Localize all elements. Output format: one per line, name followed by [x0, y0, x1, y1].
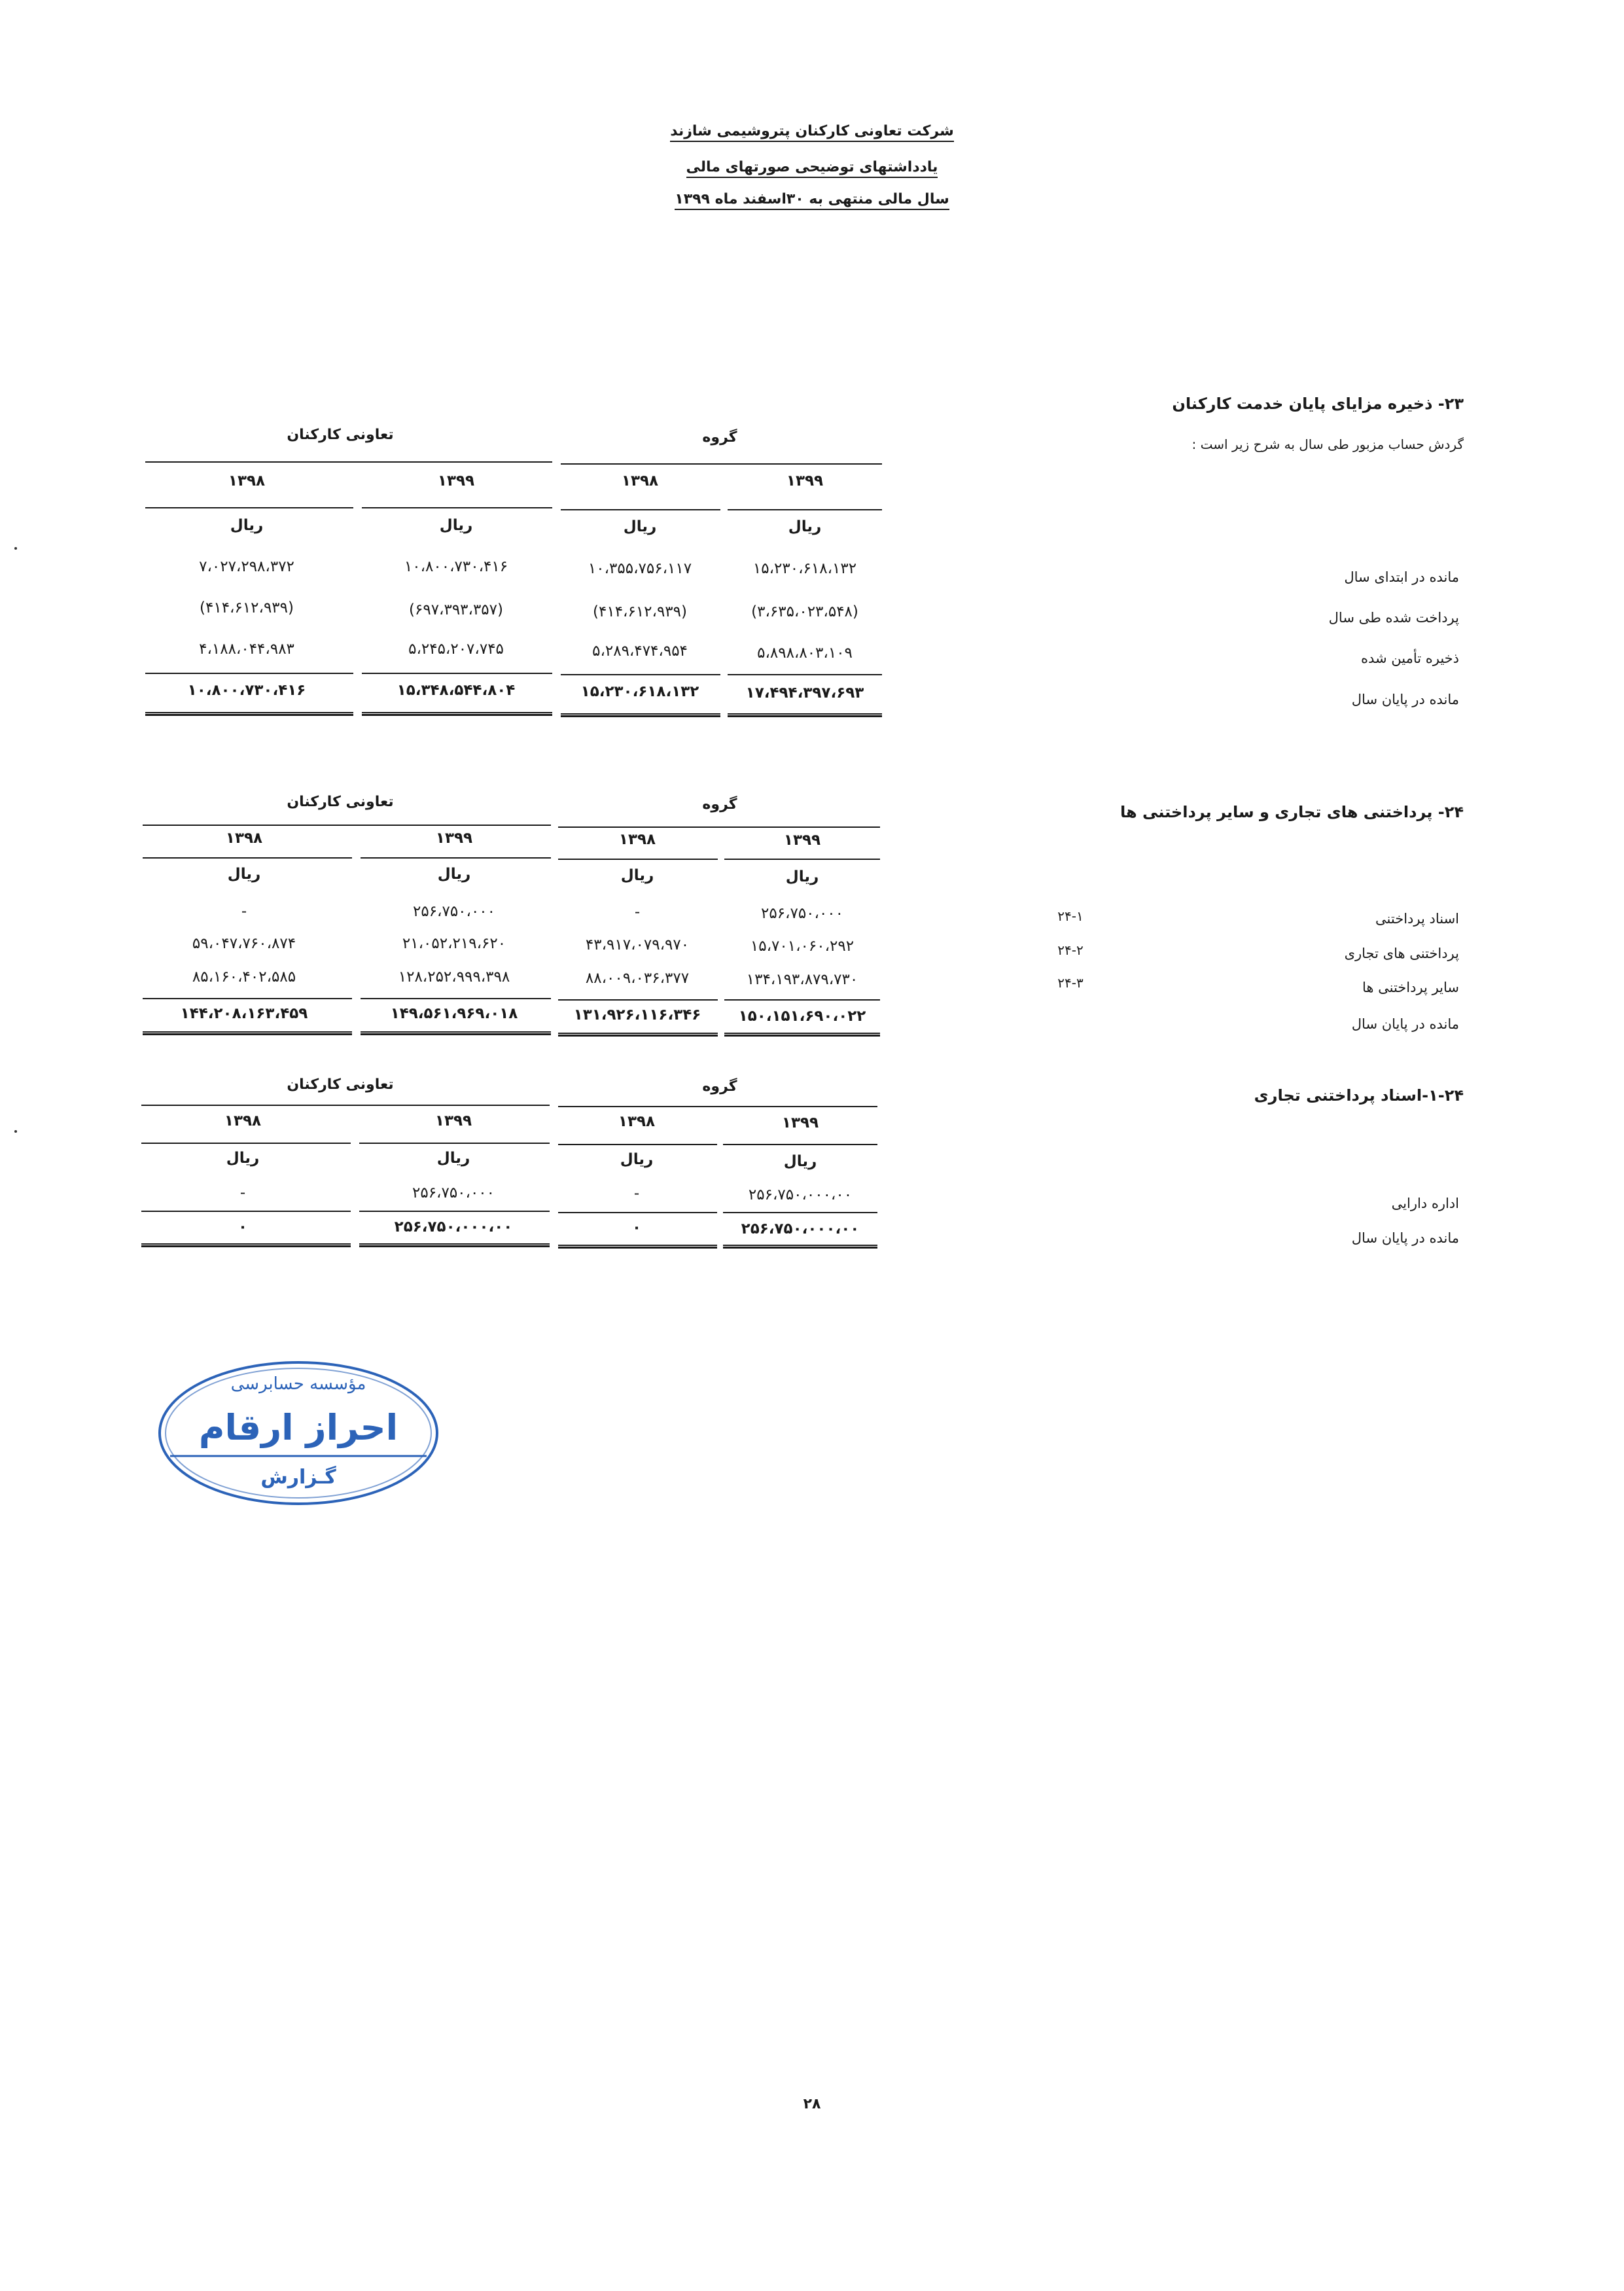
group-header-rule: [558, 826, 880, 828]
table-cell: ۱۵،۲۳۰،۶۱۸،۱۳۲: [752, 560, 857, 577]
subtotal-rule: [558, 1212, 717, 1213]
col-year: ۱۳۹۸: [228, 472, 266, 489]
col-rule: [145, 507, 353, 508]
col-year: ۱۳۹۹: [435, 830, 473, 847]
row-label: اسناد پرداختنی: [1375, 911, 1459, 927]
col-year: ۱۳۹۹: [783, 832, 821, 849]
section-24-title: ۲۴- پرداختنی های تجاری و سایر پرداختنی ها: [1120, 803, 1464, 821]
table-cell: ۴۳،۹۱۷،۰۷۹،۹۷۰: [585, 936, 690, 953]
table-cell: ۱۵،۷۰۱،۰۶۰،۲۹۲: [750, 938, 855, 955]
total-double-rule: [561, 713, 720, 717]
period-title: سال مالی منتهی به ۳۰اسفند ماه ۱۳۹۹: [616, 191, 1008, 207]
row-label: مانده در ابتدای سال: [1344, 569, 1459, 585]
row-label: مانده در پایان سال: [1351, 1230, 1459, 1246]
subtotal-rule: [724, 999, 880, 1001]
col-year: ۱۳۹۸: [618, 1113, 656, 1130]
total-double-rule: [359, 1243, 550, 1247]
group-header-rule: [558, 1106, 877, 1107]
section-24-1-title: ۱-۲۴-اسناد پرداختنی تجاری: [1254, 1086, 1464, 1105]
unit-label: ریال: [226, 1150, 260, 1167]
auditor-stamp: [154, 1358, 442, 1508]
table-cell: ۲۱،۰۵۲،۲۱۹،۶۲۰: [402, 935, 506, 952]
subtotal-rule: [361, 998, 551, 999]
coop-header: تعاونی کارکنان: [287, 794, 394, 810]
table-cell: (۴۱۴،۶۱۲،۹۳۹): [593, 603, 687, 620]
total-cell: ۱۴۴،۲۰۸،۱۶۳،۴۵۹: [180, 1005, 308, 1022]
col-year: ۱۳۹۹: [781, 1114, 819, 1131]
group-header: گروه: [702, 796, 737, 813]
unit-label: ریال: [620, 1151, 654, 1168]
row-label: مانده در پایان سال: [1351, 692, 1459, 707]
page-number: ۲۸: [803, 2096, 821, 2112]
section-23-subtitle: گردش حساب مزبور طی سال به شرح زیر است :: [1192, 436, 1464, 452]
table-cell: ۵،۲۴۵،۲۰۷،۷۴۵: [408, 641, 504, 658]
table-cell: ۲۵۶،۷۵۰،۰۰۰،۰۰: [748, 1186, 853, 1203]
row-label: مانده در پایان سال: [1351, 1016, 1459, 1032]
row-label: پرداختنی های تجاری: [1344, 946, 1459, 961]
total-double-rule: [728, 713, 882, 717]
unit-label: ریال: [785, 868, 819, 885]
note-ref: ۲۴-۱: [1057, 908, 1084, 924]
total-cell: ۲۵۶،۷۵۰،۰۰۰،۰۰: [394, 1218, 513, 1235]
total-cell: ۱۵،۳۴۸،۵۴۴،۸۰۴: [397, 682, 516, 699]
coop-header-rule: [145, 461, 552, 463]
total-cell: ۱۵۰،۱۵۱،۶۹۰،۰۲۲: [738, 1008, 866, 1025]
col-year: ۱۳۹۹: [434, 1112, 472, 1129]
col-rule: [723, 1144, 877, 1145]
total-double-rule: [723, 1245, 877, 1249]
col-rule: [362, 507, 552, 508]
subtotal-rule: [561, 674, 720, 675]
col-rule: [359, 1143, 550, 1144]
unit-label: ریال: [436, 1150, 470, 1167]
unit-label: ریال: [439, 517, 473, 534]
col-year: ۱۳۹۸: [621, 472, 659, 489]
col-rule: [143, 857, 352, 859]
subtotal-rule: [145, 673, 353, 674]
scan-mark: [14, 1130, 17, 1133]
total-double-rule: [558, 1033, 718, 1037]
subtotal-rule: [143, 998, 352, 999]
table-cell: (۴۱۴،۶۱۲،۹۳۹): [200, 599, 294, 616]
total-cell: ۱۴۹،۵۶۱،۹۶۹،۰۱۸: [390, 1005, 518, 1022]
unit-label: ریال: [437, 866, 471, 883]
col-year: ۱۳۹۹: [786, 472, 824, 489]
total-double-rule: [141, 1243, 351, 1247]
unit-label: ریال: [227, 866, 261, 883]
table-cell: ۸۸،۰۰۹،۰۳۶،۳۷۷: [585, 970, 690, 987]
table-cell: ۸۵،۱۶۰،۴۰۲،۵۸۵: [192, 968, 296, 986]
total-cell: ۲۵۶،۷۵۰،۰۰۰،۰۰: [741, 1220, 860, 1237]
unit-label: ریال: [230, 517, 264, 534]
total-double-rule: [361, 1031, 551, 1035]
total-cell: ۱۵،۲۳۰،۶۱۸،۱۳۲: [580, 683, 699, 700]
table-cell: ۲۵۶،۷۵۰،۰۰۰: [412, 1184, 495, 1201]
col-rule: [141, 1143, 351, 1144]
subtotal-rule: [728, 674, 882, 675]
unit-label: ریال: [620, 867, 654, 884]
col-year: ۱۳۹۸: [618, 831, 656, 848]
col-rule: [361, 857, 551, 859]
section-23-title: ۲۳- ذخیره مزایای پایان خدمت کارکنان: [1172, 395, 1464, 413]
col-rule: [558, 1144, 717, 1145]
subtotal-rule: [558, 999, 718, 1001]
col-year: ۱۳۹۹: [437, 472, 475, 489]
col-year: ۱۳۹۸: [224, 1112, 262, 1129]
subtotal-rule: [362, 673, 552, 674]
subtotal-rule: [359, 1211, 550, 1212]
table-cell: -: [634, 904, 641, 921]
total-double-rule: [558, 1245, 717, 1249]
table-cell: ۴،۱۸۸،۰۴۴،۹۸۳: [199, 641, 294, 658]
table-cell: ۱۳۴،۱۹۳،۸۷۹،۷۳۰: [746, 971, 858, 988]
unit-label: ریال: [623, 518, 657, 535]
notes-title: یادداشتهای توضیحی صورتهای مالی: [616, 159, 1008, 175]
coop-header-rule: [143, 825, 551, 826]
subtotal-rule: [141, 1211, 351, 1212]
table-cell: ۲۵۶،۷۵۰،۰۰۰: [412, 903, 496, 920]
group-header: گروه: [702, 429, 737, 446]
stamp-bottom-text: گـزارش: [260, 1466, 336, 1489]
total-double-rule: [724, 1033, 880, 1037]
unit-label: ریال: [788, 518, 822, 535]
col-rule: [724, 859, 880, 860]
table-cell: ۱۰،۳۵۵،۷۵۶،۱۱۷: [588, 560, 692, 577]
table-cell: -: [241, 903, 247, 920]
table-cell: (۶۹۷،۳۹۳،۳۵۷): [409, 601, 503, 618]
table-cell: ۷،۰۲۷،۲۹۸،۳۷۲: [199, 558, 294, 575]
company-name: شرکت تعاونی کارکنان پتروشیمی شازند: [616, 123, 1008, 139]
table-cell: (۳،۶۳۵،۰۲۳،۵۴۸): [751, 603, 858, 620]
total-cell: ۱۰،۸۰۰،۷۳۰،۴۱۶: [187, 682, 306, 699]
coop-header: تعاونی کارکنان: [287, 1076, 394, 1093]
total-double-rule: [362, 712, 552, 716]
row-label: پرداخت شده طی سال: [1328, 610, 1459, 626]
note-ref: ۲۴-۲: [1057, 942, 1084, 958]
unit-label: ریال: [783, 1153, 817, 1170]
group-header-rule: [561, 463, 882, 465]
stamp-name: احراز ارقام: [198, 1407, 398, 1448]
col-rule: [561, 509, 720, 510]
table-cell: -: [239, 1184, 246, 1201]
subtotal-rule: [723, 1212, 877, 1213]
total-double-rule: [143, 1031, 352, 1035]
coop-header-rule: [141, 1105, 550, 1106]
table-cell: ۵،۲۸۹،۴۷۴،۹۵۴: [592, 643, 688, 660]
row-label: ذخیره تأمین شده: [1360, 650, 1459, 666]
table-cell: ۵۹،۰۴۷،۷۶۰،۸۷۴: [192, 935, 296, 952]
row-label: اداره دارایی: [1391, 1196, 1459, 1211]
col-rule: [558, 859, 718, 860]
note-ref: ۲۴-۳: [1057, 975, 1084, 991]
total-cell: ۱۳۱،۹۲۶،۱۱۶،۳۴۶: [573, 1006, 701, 1023]
col-year: ۱۳۹۸: [225, 830, 263, 847]
coop-header: تعاونی کارکنان: [287, 427, 394, 443]
table-cell: ۱۲۸،۲۵۲،۹۹۹،۳۹۸: [398, 968, 510, 986]
group-header: گروه: [702, 1078, 737, 1095]
total-cell: ۰: [631, 1219, 642, 1236]
table-cell: ۲۵۶،۷۵۰،۰۰۰: [760, 905, 844, 922]
stamp-top-text: مؤسسه حسابرسی: [230, 1374, 366, 1394]
table-cell: ۵،۸۹۸،۸۰۳،۱۰۹: [757, 645, 853, 662]
table-cell: ۱۰،۸۰۰،۷۳۰،۴۱۶: [404, 558, 508, 575]
col-rule: [728, 509, 882, 510]
row-label: سایر پرداختنی ها: [1362, 980, 1459, 995]
total-cell: ۰: [238, 1218, 248, 1235]
total-double-rule: [145, 712, 353, 716]
table-cell: -: [633, 1185, 640, 1202]
total-cell: ۱۷،۴۹۴،۳۹۷،۶۹۳: [745, 684, 864, 702]
scan-mark: [14, 547, 17, 550]
